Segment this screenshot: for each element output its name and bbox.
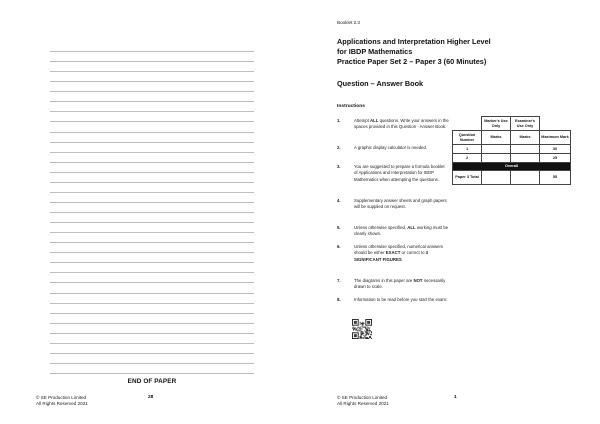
answer-line (50, 81, 254, 82)
instruction-text: Attempt ALL questions. Write your answers in the spaces provided in this Question - Answer Book. (354, 118, 449, 130)
maximum-mark: 30 (540, 145, 571, 154)
answer-line (50, 132, 254, 133)
instruction-number: 6. (337, 244, 341, 249)
answer-line (50, 282, 254, 283)
answer-line (50, 182, 254, 183)
rights-line: All Rights Reserved 2021 (36, 401, 88, 406)
answer-line (50, 272, 254, 273)
answer-line (50, 162, 254, 163)
question-number: 2 (453, 154, 482, 163)
answer-line (50, 51, 254, 52)
maximum-mark: 25 (540, 154, 571, 163)
copyright-line: © SE Production Limited (36, 395, 87, 400)
answer-line (50, 333, 254, 334)
marker-mark-cell[interactable] (482, 154, 511, 163)
answer-line (50, 232, 254, 233)
instruction-number: 7. (337, 278, 341, 283)
title-line: for IBDP Mathematics (337, 47, 413, 56)
answer-line (50, 101, 254, 102)
table-blank-cell (540, 117, 571, 131)
answer-line (50, 293, 254, 294)
copyright-footer (337, 395, 389, 407)
rights-line: All Rights Reserved 2021 (337, 401, 389, 406)
answer-line (50, 61, 254, 62)
instruction-text: A graphic display calculator is needed. (354, 145, 428, 150)
end-of-paper: END OF PAPER (127, 378, 177, 385)
instruction-number: 5. (337, 225, 341, 230)
paper-title (337, 37, 567, 67)
instruction-number: 8. (337, 297, 341, 302)
copyright-footer (36, 395, 88, 407)
instruction-text: Supplementary answer sheets and graph papers will be supplied on request. (354, 198, 447, 210)
instruction-text: The diagrams in this paper are NOT necessarily drawn to scale. (354, 278, 446, 290)
instruction-number: 4. (337, 198, 341, 203)
qr-code-icon (352, 319, 372, 339)
copyright-line: © SE Production Limited (337, 395, 388, 400)
examiner-mark-cell[interactable] (511, 154, 540, 163)
answer-line (50, 252, 254, 253)
page-number: 1 (454, 395, 457, 400)
answer-line (50, 222, 254, 223)
maximum-mark-header: Maximum Mark (540, 131, 571, 145)
answer-line (50, 212, 254, 213)
answer-line (50, 71, 254, 72)
answer-line (50, 303, 254, 304)
answer-line (50, 192, 254, 193)
paper-total-label: Paper 3 Total (453, 171, 482, 185)
answer-line (50, 262, 254, 263)
marker-mark-cell[interactable] (482, 145, 511, 154)
page-number: 28 (148, 395, 154, 400)
title-line: Practice Paper Set 2 – Paper 3 (60 Minutes) (337, 57, 487, 66)
answer-line (50, 202, 254, 203)
instruction-number: 3. (337, 164, 341, 169)
paper-subtitle: Question – Answer Book (337, 79, 424, 88)
question-number: 1 (453, 145, 482, 154)
answer-lines (50, 51, 254, 373)
table-row (453, 154, 571, 163)
total-maximum-mark: 55 (540, 171, 571, 185)
right-page (300, 0, 600, 424)
title-line: Applications and Interpretation Higher Level (337, 37, 491, 46)
answer-line (50, 353, 254, 354)
answer-line (50, 121, 254, 122)
markers-use-header: Marker's Use Only (482, 117, 511, 131)
answer-line (50, 343, 254, 344)
answer-line (50, 152, 254, 153)
examiner-mark-cell[interactable] (511, 145, 540, 154)
answer-line (50, 142, 254, 143)
marks-table (452, 116, 571, 185)
answer-line (50, 373, 254, 374)
instruction-number: 2. (337, 145, 341, 150)
answer-line (50, 172, 254, 173)
answer-line (50, 323, 254, 324)
table-row (453, 145, 571, 154)
instruction-text: You are suggested to prepare a formula booklet of Applications and Interpretation for IBDP Mathematics when attempting the questions. (354, 164, 445, 182)
answer-line (50, 363, 254, 364)
instruction-number: 1. (337, 118, 341, 123)
question-number-header: Question Number (453, 131, 482, 145)
instruction-text: Information to be read before you start the exam: (354, 297, 448, 302)
examiner-total-cell[interactable] (511, 171, 540, 185)
examiners-use-header: Examiner's Use Only (511, 117, 540, 131)
marks-header: Marks (511, 131, 540, 145)
booklet-label: Booklet 2.3 (337, 20, 360, 25)
overall-header: Overall (453, 163, 571, 171)
instruction-text: Unless otherwise specified, numerical answers should be either EXACT or correct to 3 SIGNIFICANT FIGURES. (354, 244, 444, 262)
table-blank-cell (453, 117, 482, 131)
answer-line (50, 111, 254, 112)
marks-header: Marks (482, 131, 511, 145)
table-row (453, 171, 571, 185)
instruction-text: Unless otherwise specified, ALL working must be clearly shown. (354, 225, 449, 237)
answer-line (50, 242, 254, 243)
marker-total-cell[interactable] (482, 171, 511, 185)
answer-line (50, 313, 254, 314)
instructions-heading: Instructions (337, 104, 365, 109)
answer-line (50, 91, 254, 92)
